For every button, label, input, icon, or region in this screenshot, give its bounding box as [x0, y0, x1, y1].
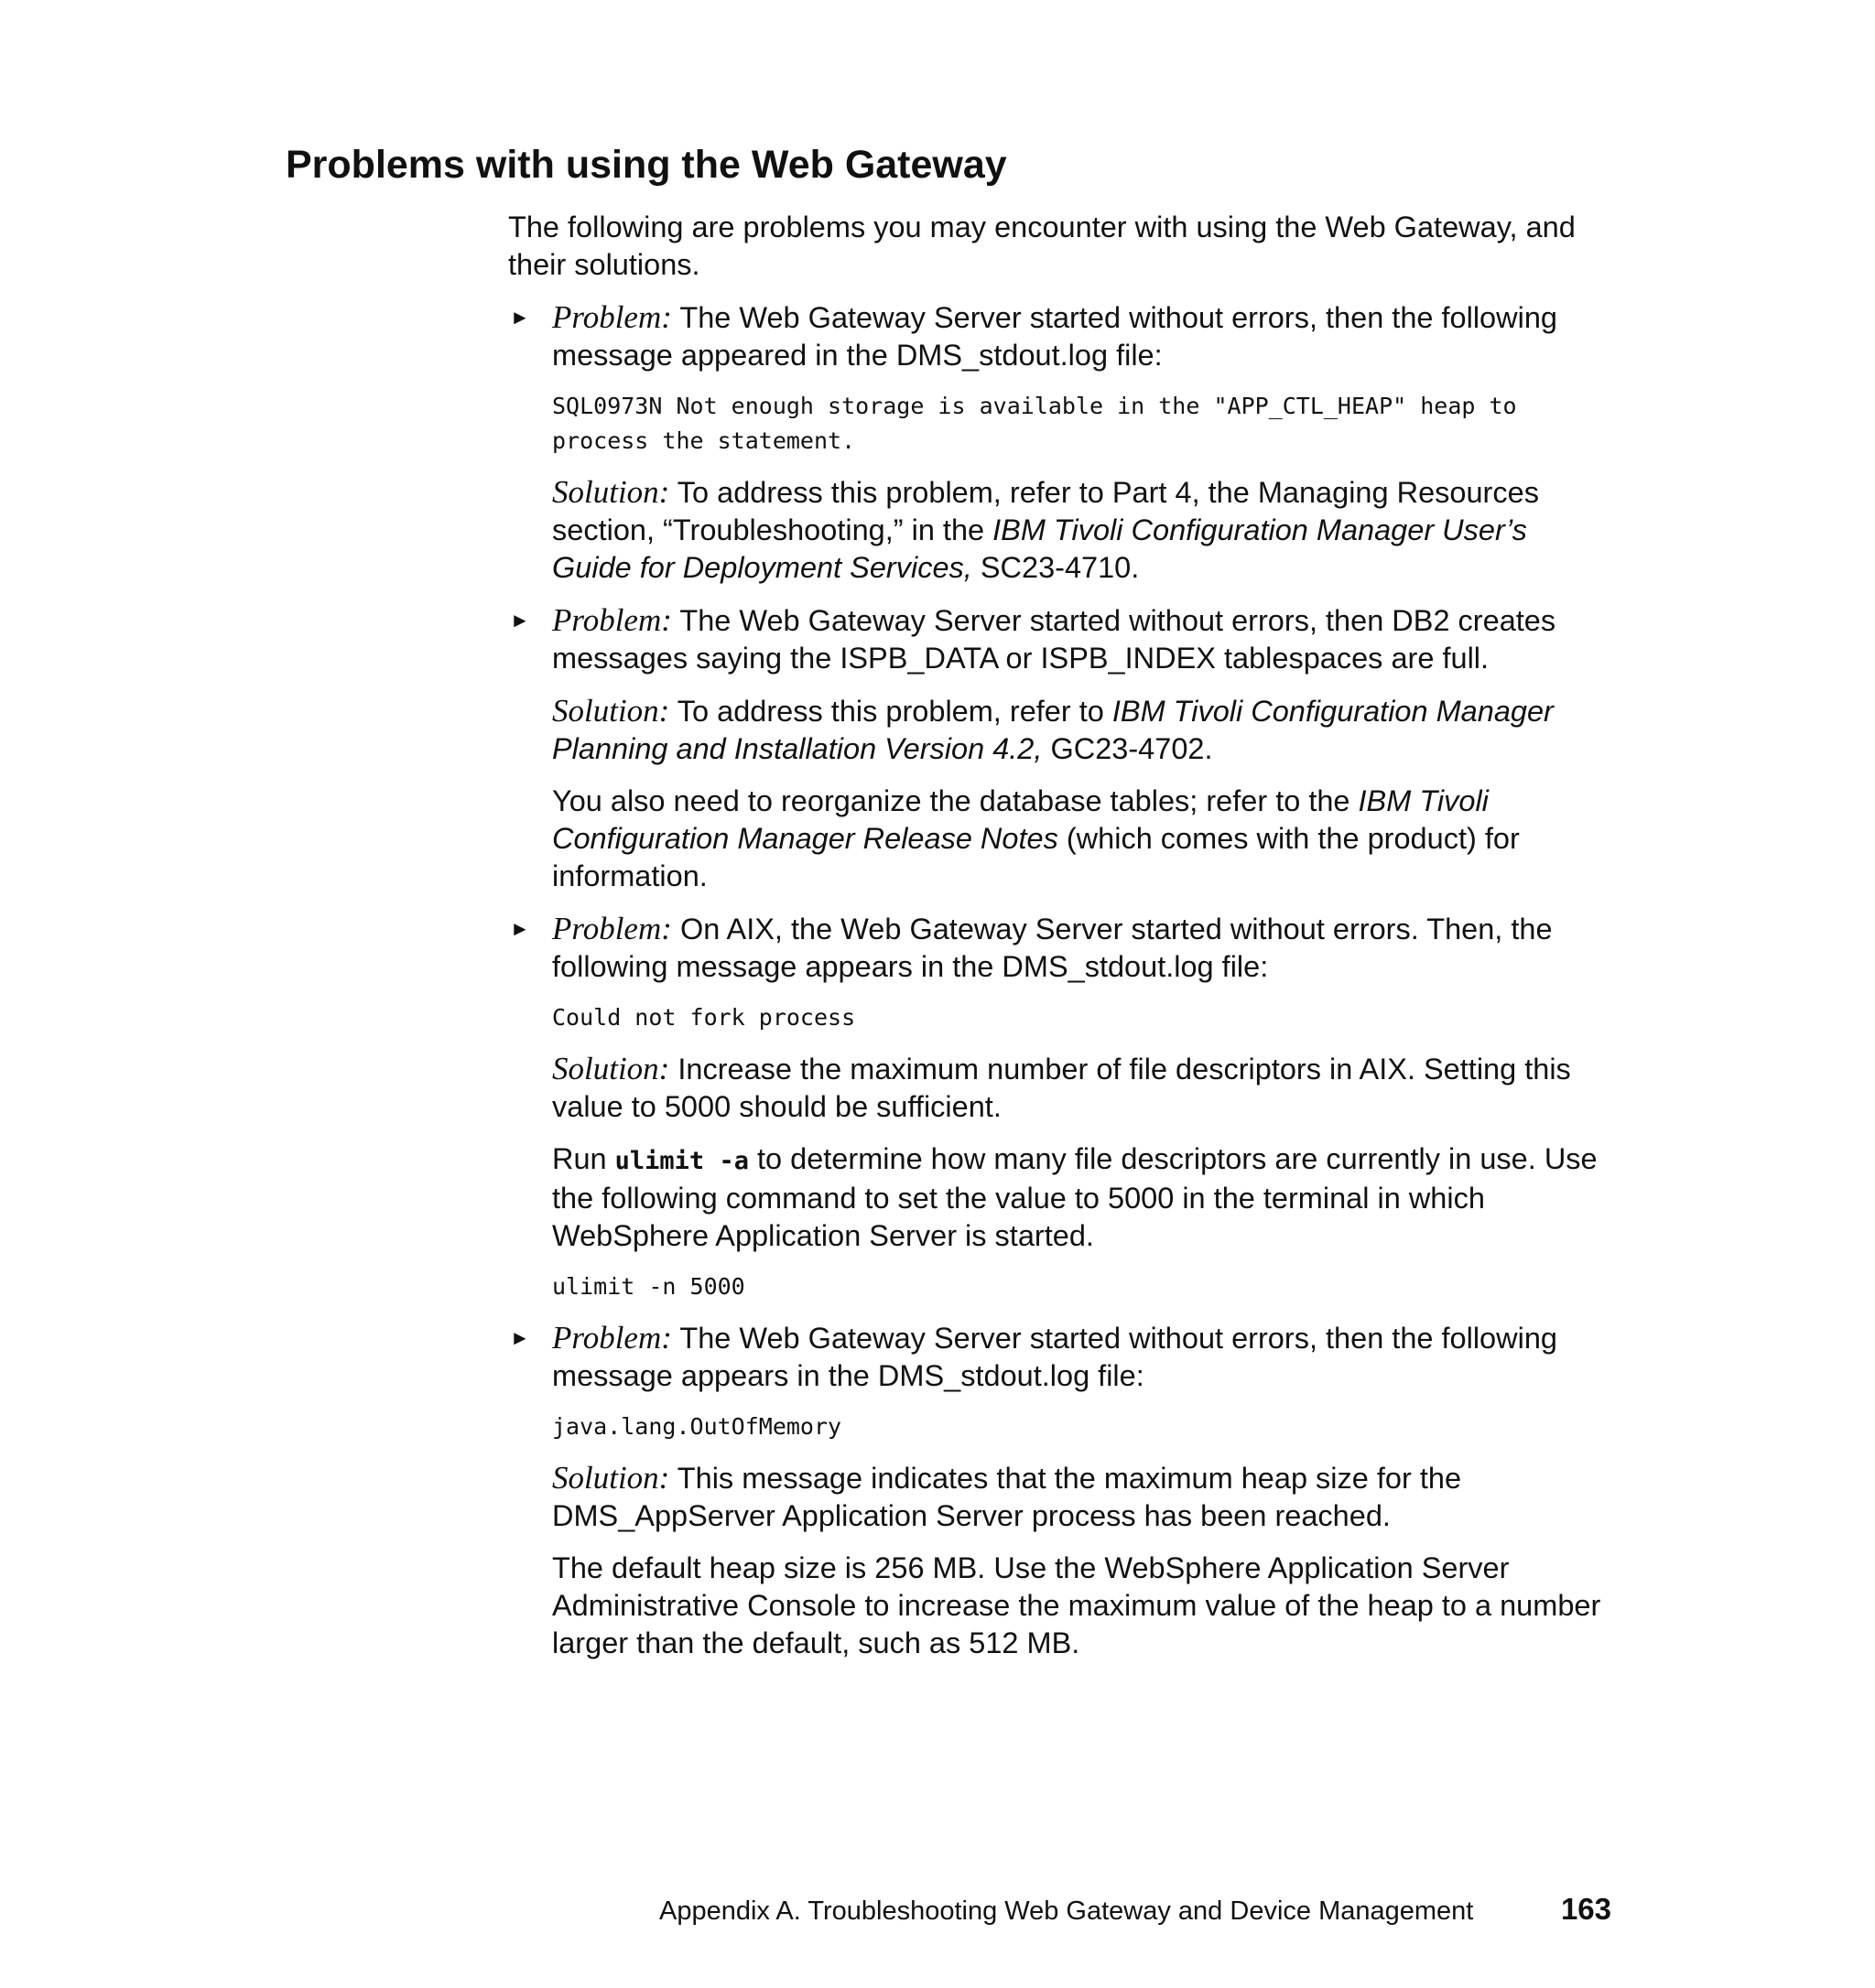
triangle-bullet-icon: ► — [510, 1326, 530, 1349]
page-number: 163 — [1560, 1892, 1611, 1926]
problem-item-1 — [508, 298, 1607, 587]
problem-paragraph — [552, 1319, 1607, 1395]
solution-text: This message indicates that the maximum heap size for the DMS_AppServer Application Server process has been reached. — [552, 1462, 1462, 1532]
book-title: IBM Tivoli Configuration Manager Release Notes — [552, 784, 1489, 855]
solution-text: Increase the maximum number of file descriptors in AIX. Setting this value to 5000 should be sufficient. — [552, 1053, 1571, 1123]
book-number: GC23-4702. — [1042, 732, 1213, 765]
problem-label: Problem: — [552, 1320, 672, 1356]
problem-paragraph — [552, 601, 1607, 677]
problem-label: Problem: — [552, 911, 672, 946]
problem-text: On AIX, the Web Gateway Server started without errors. Then, the following message appears in the DMS_stdout.log file: — [552, 913, 1553, 983]
problem-paragraph — [552, 910, 1607, 986]
intro-paragraph: The following are problems you may encounter with using the Web Gateway, and their solutions. — [508, 211, 1576, 281]
problem-label: Problem: — [552, 602, 672, 638]
solution-paragraph — [552, 473, 1607, 587]
footer-text: Appendix A. Troubleshooting Web Gateway and Device Management — [659, 1896, 1474, 1926]
problem-item-3 — [508, 910, 1607, 1304]
solution-paragraph — [552, 1459, 1607, 1535]
additional-text: You also need to reorganize the database tables; refer to the — [552, 784, 1359, 817]
code-block: ulimit -n 5000 — [552, 1273, 745, 1300]
additional-paragraph — [552, 783, 1607, 895]
triangle-bullet-icon: ► — [510, 306, 530, 329]
solution-label: Solution: — [552, 474, 670, 510]
additional-text-end: (which comes with the product) for information. — [552, 822, 1520, 892]
book-title: IBM Tivoli Configuration Manager Planning and Installation Version 4.2, — [552, 695, 1554, 765]
solution-paragraph — [552, 1050, 1607, 1126]
problem-text: The Web Gateway Server started without errors, then the following message appears in the DMS_stdout.log file: — [552, 1322, 1557, 1392]
triangle-bullet-icon: ► — [510, 917, 530, 940]
run-text-end: to determine how many file descriptors are currently in use. Use the following command to set the value to 5000 in the terminal in which WebSphere Application Server is started. — [552, 1142, 1598, 1252]
solution-text: To address this problem, refer to — [677, 695, 1112, 728]
book-title: IBM Tivoli Configuration Manager User’s Guide for Deployment Services, — [552, 513, 1527, 584]
problem-text: The Web Gateway Server started without errors, then the following message appeared in the DMS_stdout.log file: — [552, 301, 1557, 372]
inline-command: ulimit -a — [614, 1147, 749, 1175]
section-body — [508, 209, 1607, 1677]
solution-label: Solution: — [552, 693, 670, 729]
run-text: Run — [552, 1142, 615, 1175]
section-title: Problems with using the Web Gateway — [286, 143, 1007, 187]
book-number: SC23-4710. — [971, 551, 1140, 584]
problem-item-4 — [508, 1319, 1607, 1662]
problem-item-2 — [508, 601, 1607, 895]
problem-label: Problem: — [552, 299, 672, 335]
triangle-bullet-icon: ► — [510, 609, 530, 632]
code-block: SQL0973N Not enough storage is available in the "APP_CTL_HEAP" heap to process the statement. — [552, 393, 1531, 454]
code-block: Could not fork process — [552, 1004, 856, 1031]
solution-paragraph — [552, 692, 1607, 768]
solution-text: To address this problem, refer to Part 4, the Managing Resources section, “Troubleshooting,” in the — [552, 476, 1539, 546]
problem-paragraph — [552, 298, 1607, 374]
solution-label: Solution: — [552, 1051, 670, 1086]
run-command-paragraph — [552, 1140, 1607, 1255]
additional-paragraph: The default heap size is 256 MB. Use the WebSphere Application Server Administrative Console to increase the maximum value of the heap to a number larger than the default, such as 512 MB. — [552, 1551, 1601, 1659]
problem-text: The Web Gateway Server started without errors, then DB2 creates messages saying the ISPB_DATA or ISPB_INDEX tablespaces are full. — [552, 604, 1556, 675]
code-block: java.lang.OutOfMemory — [552, 1413, 842, 1440]
solution-label: Solution: — [552, 1460, 670, 1496]
